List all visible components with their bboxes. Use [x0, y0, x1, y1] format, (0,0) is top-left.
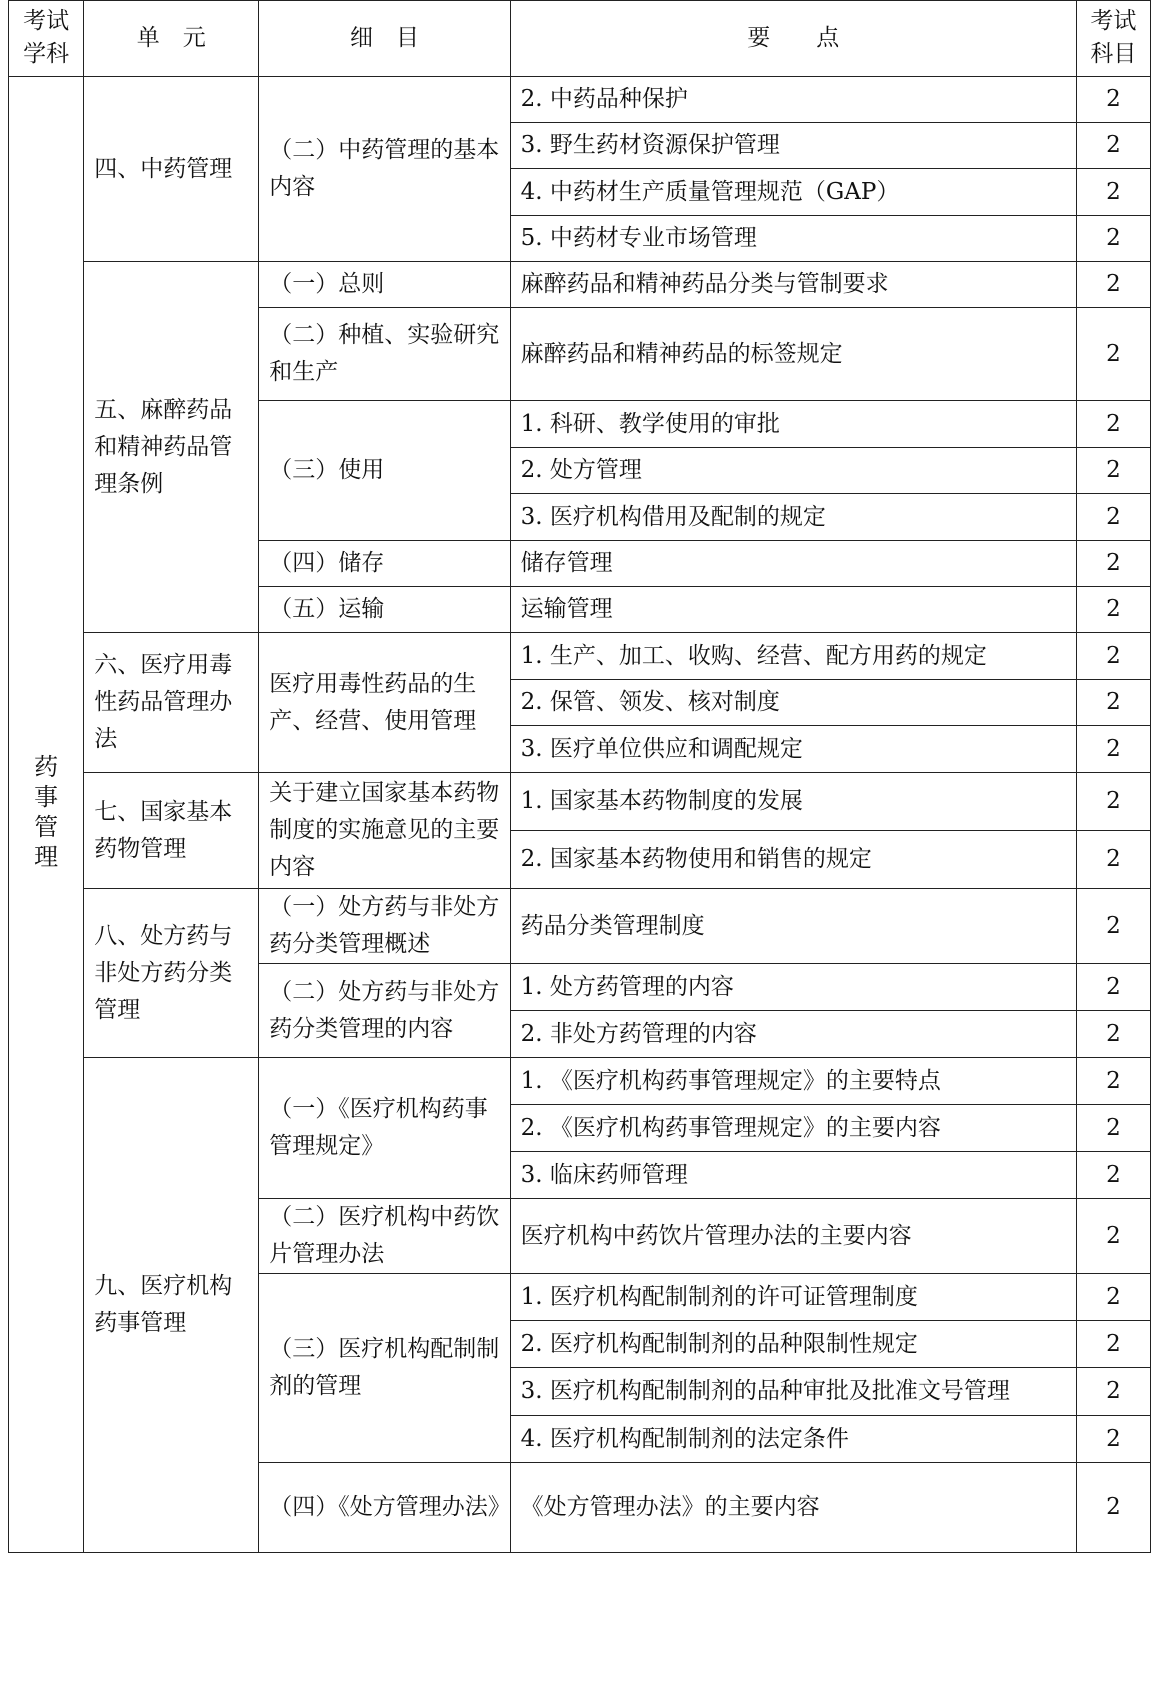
- exam-cell: 2: [1076, 1463, 1150, 1553]
- header-subject: 考试学科: [9, 1, 84, 77]
- header-exam: 考试科目: [1076, 1, 1150, 77]
- unit-cell: 七、国家基本药物管理: [84, 773, 259, 889]
- syllabus-table: [8, 0, 1151, 1553]
- exam-cell: 2: [1076, 680, 1150, 726]
- exam-cell: 2: [1076, 726, 1150, 773]
- exam-cell: 2: [1076, 1011, 1150, 1058]
- exam-cell: 2: [1076, 889, 1150, 964]
- detail-cell: （三）使用: [259, 401, 510, 541]
- exam-cell: 2: [1076, 77, 1150, 123]
- exam-cell: 2: [1076, 1058, 1150, 1105]
- exam-cell: 2: [1076, 1152, 1150, 1199]
- point-cell: 药品分类管理制度: [510, 889, 1076, 964]
- table-row: [9, 633, 1151, 680]
- exam-cell: 2: [1076, 448, 1150, 494]
- table-row: [9, 262, 1151, 308]
- exam-cell: 2: [1076, 262, 1150, 308]
- detail-cell: （二）中药管理的基本内容: [259, 77, 510, 262]
- exam-cell: 2: [1076, 964, 1150, 1011]
- detail-cell: （四）《处方管理办法》: [259, 1463, 510, 1553]
- exam-cell: 2: [1076, 1199, 1150, 1274]
- exam-cell: 2: [1076, 633, 1150, 680]
- exam-cell: 2: [1076, 308, 1150, 401]
- point-cell: 2. 非处方药管理的内容: [510, 1011, 1076, 1058]
- point-cell: 1. 国家基本药物制度的发展: [510, 773, 1076, 831]
- detail-cell: （五）运输: [259, 587, 510, 633]
- point-cell: 2. 中药品种保护: [510, 77, 1076, 123]
- point-cell: 储存管理: [510, 541, 1076, 587]
- exam-cell: 2: [1076, 1105, 1150, 1152]
- detail-cell: （一）处方药与非处方药分类管理概述: [259, 889, 510, 964]
- point-cell: 2. 《医疗机构药事管理规定》的主要内容: [510, 1105, 1076, 1152]
- point-cell: 3. 野生药材资源保护管理: [510, 123, 1076, 169]
- point-cell: 1. 处方药管理的内容: [510, 964, 1076, 1011]
- point-cell: 3. 医疗机构借用及配制的规定: [510, 494, 1076, 541]
- exam-cell: 2: [1076, 541, 1150, 587]
- unit-cell: 五、麻醉药品和精神药品管理条例: [84, 262, 259, 633]
- table-row: [9, 77, 1151, 123]
- detail-cell: （一）《医疗机构药事管理规定》: [259, 1058, 510, 1199]
- exam-cell: 2: [1076, 831, 1150, 889]
- header-point: 要 点: [510, 1, 1076, 77]
- point-cell: 1. 《医疗机构药事管理规定》的主要特点: [510, 1058, 1076, 1105]
- detail-cell: （一）总则: [259, 262, 510, 308]
- point-cell: 2. 保管、领发、核对制度: [510, 680, 1076, 726]
- point-cell: 5. 中药材专业市场管理: [510, 216, 1076, 262]
- detail-cell: （二）医疗机构中药饮片管理办法: [259, 1199, 510, 1274]
- unit-cell: 四、中药管理: [84, 77, 259, 262]
- table-row: [9, 1058, 1151, 1105]
- table-row: [9, 773, 1151, 831]
- exam-cell: 2: [1076, 216, 1150, 262]
- exam-cell: 2: [1076, 1368, 1150, 1416]
- point-cell: 2. 国家基本药物使用和销售的规定: [510, 831, 1076, 889]
- detail-cell: 关于建立国家基本药物制度的实施意见的主要内容: [259, 773, 510, 889]
- table-row: [9, 889, 1151, 964]
- exam-cell: 2: [1076, 1274, 1150, 1321]
- exam-cell: 2: [1076, 1416, 1150, 1463]
- unit-cell: 九、医疗机构药事管理: [84, 1058, 259, 1553]
- exam-cell: 2: [1076, 169, 1150, 216]
- point-cell: 1. 科研、教学使用的审批: [510, 401, 1076, 448]
- point-cell: 3. 医疗机构配制制剂的品种审批及批准文号管理: [510, 1368, 1076, 1416]
- point-cell: 医疗机构中药饮片管理办法的主要内容: [510, 1199, 1076, 1274]
- subject-cell: [9, 77, 84, 1553]
- point-cell: 2. 处方管理: [510, 448, 1076, 494]
- exam-cell: 2: [1076, 773, 1150, 831]
- point-cell: 1. 医疗机构配制制剂的许可证管理制度: [510, 1274, 1076, 1321]
- header-unit: 单 元: [84, 1, 259, 77]
- point-cell: 4. 医疗机构配制制剂的法定条件: [510, 1416, 1076, 1463]
- point-cell: 2. 医疗机构配制制剂的品种限制性规定: [510, 1321, 1076, 1368]
- exam-cell: 2: [1076, 401, 1150, 448]
- subject-label: 药事管理: [34, 753, 59, 871]
- detail-cell: 医疗用毒性药品的生产、经营、使用管理: [259, 633, 510, 773]
- point-cell: 麻醉药品和精神药品的标签规定: [510, 308, 1076, 401]
- point-cell: 《处方管理办法》的主要内容: [510, 1463, 1076, 1553]
- detail-cell: （四）储存: [259, 541, 510, 587]
- detail-cell: （二）处方药与非处方药分类管理的内容: [259, 964, 510, 1058]
- point-cell: 运输管理: [510, 587, 1076, 633]
- unit-cell: 六、医疗用毒性药品管理办法: [84, 633, 259, 773]
- detail-cell: （二）种植、实验研究和生产: [259, 308, 510, 401]
- point-cell: 3. 临床药师管理: [510, 1152, 1076, 1199]
- exam-cell: 2: [1076, 123, 1150, 169]
- header-detail: 细 目: [259, 1, 510, 77]
- point-cell: 麻醉药品和精神药品分类与管制要求: [510, 262, 1076, 308]
- point-cell: 4. 中药材生产质量管理规范（GAP）: [510, 169, 1076, 216]
- exam-cell: 2: [1076, 494, 1150, 541]
- unit-cell: 八、处方药与非处方药分类管理: [84, 889, 259, 1058]
- point-cell: 1. 生产、加工、收购、经营、配方用药的规定: [510, 633, 1076, 680]
- exam-cell: 2: [1076, 1321, 1150, 1368]
- detail-cell: （三）医疗机构配制制剂的管理: [259, 1274, 510, 1463]
- exam-cell: 2: [1076, 587, 1150, 633]
- header-row: [9, 1, 1151, 77]
- point-cell: 3. 医疗单位供应和调配规定: [510, 726, 1076, 773]
